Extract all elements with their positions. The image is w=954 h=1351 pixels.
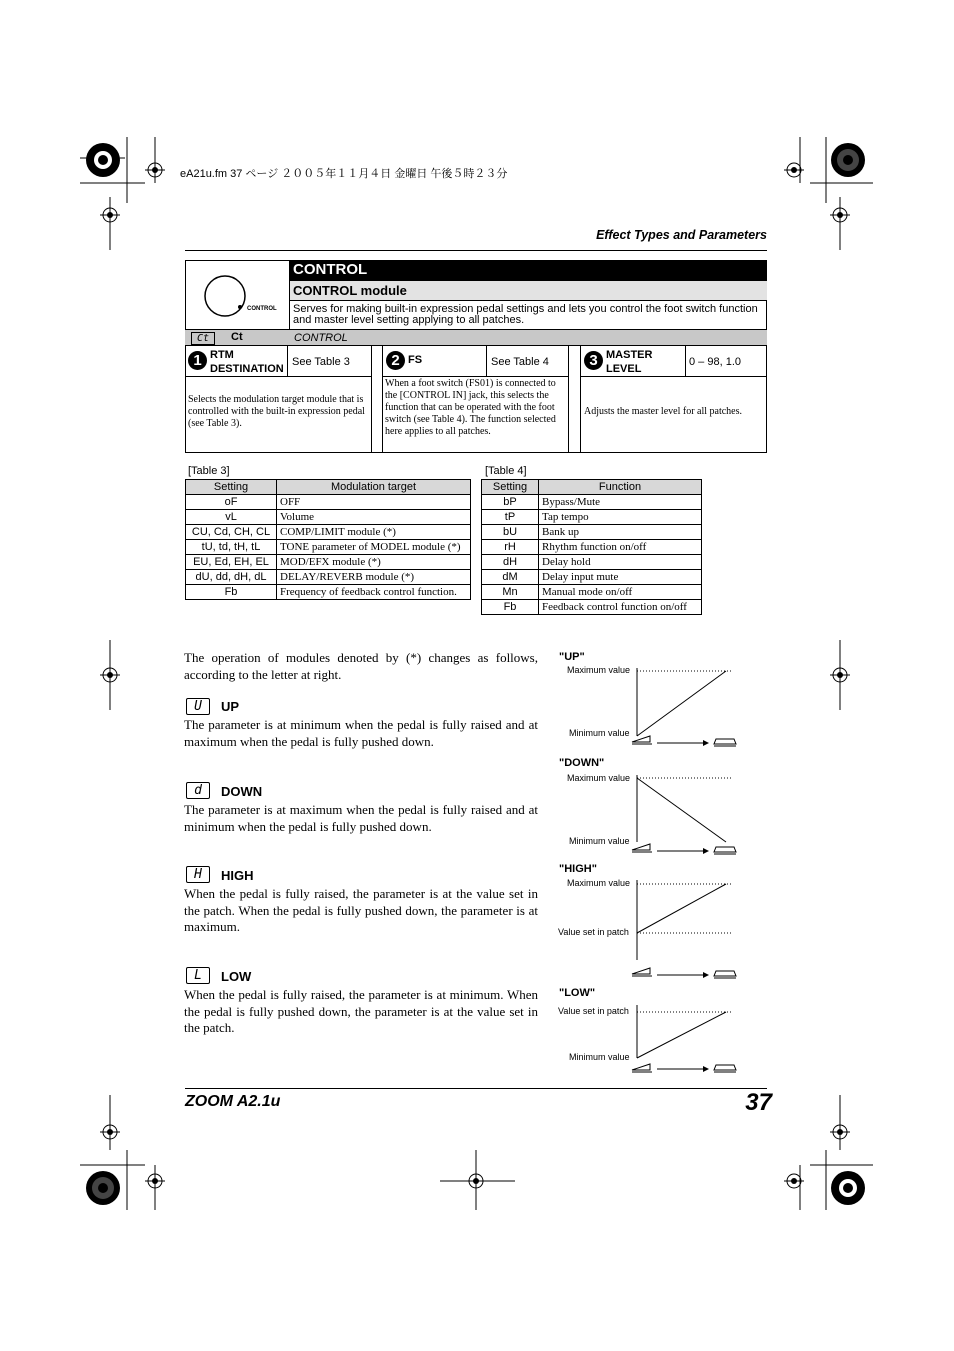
knob-label: CONTROL <box>247 306 277 312</box>
high-display-icon: H <box>186 866 210 883</box>
table3-setting-cell: oF <box>186 495 277 510</box>
footer-rule <box>185 1088 767 1089</box>
table3-row <box>186 570 471 585</box>
down-text: The parameter is at maximum when the pedal is fully raised and at minimum when the pedal is fully pushed down. <box>184 802 538 834</box>
table4-value-cell: Rhythm function on/off <box>539 540 702 555</box>
table3-caption: [Table 3] <box>188 465 230 477</box>
header-rule <box>185 250 767 251</box>
param-2-desc: When a foot switch (FS01) is connected to the [CONTROL IN] jack, this selects the function that can be operated with the foot switch (see Table 4). The function selected here applies to all patches. <box>385 378 556 437</box>
table4-setting-cell: rH <box>482 540 539 555</box>
control-module-box <box>185 260 767 453</box>
type-display: Ct <box>191 332 215 345</box>
page-number: 37 <box>745 1089 772 1116</box>
down-title: DOWN <box>221 784 263 799</box>
pedal-raised-icon <box>632 844 652 852</box>
type-code: Ct <box>231 331 243 343</box>
table4-setting-cell: tP <box>482 510 539 525</box>
table3-setting-cell: dU, dd, dH, dL <box>186 570 277 585</box>
pedal-pushed-icon <box>714 847 736 854</box>
param-3-name: MASTER LEVEL <box>606 349 653 375</box>
table3-value-cell: TONE parameter of MODEL module (*) <box>277 540 471 555</box>
up-display-icon: U <box>186 698 210 715</box>
table3-setting-cell: EU, Ed, EH, EL <box>186 555 277 570</box>
graph-up-title: "UP" <box>559 651 585 663</box>
param-1-name: RTM DESTINATION <box>210 349 284 375</box>
knob-cell <box>185 260 290 330</box>
table4-row <box>482 585 702 600</box>
param-2-number: 2 <box>386 351 405 370</box>
type-row <box>185 329 767 346</box>
param-1-desc: Selects the modulation target module that is controlled with the built-in expression pedal (see Table 3). <box>188 394 365 429</box>
table4-setting-cell: dM <box>482 570 539 585</box>
down-display-icon: d <box>186 782 210 799</box>
table3-value-cell: DELAY/REVERB module (*) <box>277 570 471 585</box>
table4-setting-cell: Mn <box>482 585 539 600</box>
table3-row <box>186 585 471 600</box>
table3-setting-cell: Fb <box>186 585 277 600</box>
low-title: LOW <box>221 969 252 984</box>
table3 <box>185 479 471 600</box>
pedal-raised-icon <box>632 968 652 976</box>
graph-up-top-label: Maximum value <box>567 665 631 675</box>
table4-header-setting: Setting <box>482 480 539 495</box>
pedal-raised-icon <box>632 1064 652 1072</box>
table4-setting-cell: bP <box>482 495 539 510</box>
table4-row <box>482 510 702 525</box>
param-2 <box>382 346 569 453</box>
param-1-number: 1 <box>188 351 207 370</box>
graph-high-top-label: Maximum value <box>567 878 631 888</box>
high-text: When the pedal is fully raised, the parameter is at the value set in the patch. When the pedal is fully pushed down, the parameter is at maximum. <box>184 886 538 934</box>
table3-setting-cell: vL <box>186 510 277 525</box>
table4-value-cell: Feedback control function on/off <box>539 600 702 615</box>
table3-value-cell: Frequency of feedback control function. <box>277 585 471 600</box>
graph-down-top-label: Maximum value <box>567 773 631 783</box>
table3-header-target: Modulation target <box>277 480 471 495</box>
table4-setting-cell: Fb <box>482 600 539 615</box>
graph-low <box>632 1005 736 1072</box>
pedal-graphs <box>550 640 750 1080</box>
product-name: ZOOM A2.1u <box>185 1093 281 1110</box>
graph-up <box>632 668 736 746</box>
table3-setting-cell: tU, td, tH, tL <box>186 540 277 555</box>
table4-row <box>482 600 702 615</box>
table3-value-cell: MOD/EFX module (*) <box>277 555 471 570</box>
table4-caption: [Table 4] <box>485 465 527 477</box>
graph-high-bottom-label: Value set in patch <box>558 927 629 937</box>
param-3-number: 3 <box>584 351 603 370</box>
graph-down-title: "DOWN" <box>559 757 605 769</box>
module-name: CONTROL <box>290 260 767 281</box>
table3-value-cell: Volume <box>277 510 471 525</box>
graph-high-title: "HIGH" <box>559 863 597 875</box>
graph-low-top-label: Value set in patch <box>558 1006 629 1016</box>
table3-row <box>186 555 471 570</box>
section-title: Effect Types and Parameters <box>596 228 767 242</box>
table4-row <box>482 540 702 555</box>
table3-value-cell: COMP/LIMIT module (*) <box>277 525 471 540</box>
type-name: CONTROL <box>294 332 348 344</box>
param-3-range: 0 – 98, 1.0 <box>689 356 741 368</box>
table4-setting-cell: bU <box>482 525 539 540</box>
param-3 <box>580 346 767 453</box>
table3-row <box>186 495 471 510</box>
graph-up-bottom-label: Minimum value <box>569 728 630 738</box>
control-knob-icon <box>185 260 290 330</box>
table4-row <box>482 570 702 585</box>
table4-value-cell: Bypass/Mute <box>539 495 702 510</box>
graph-low-bottom-label: Minimum value <box>569 1052 630 1062</box>
table3-row <box>186 510 471 525</box>
table4-value-cell: Manual mode on/off <box>539 585 702 600</box>
param-2-range: See Table 4 <box>491 356 549 368</box>
table4-value-cell: Tap tempo <box>539 510 702 525</box>
table4-value-cell: Delay input mute <box>539 570 702 585</box>
param-1-range: See Table 3 <box>292 356 350 368</box>
graph-high <box>632 880 736 978</box>
high-title: HIGH <box>221 868 254 883</box>
module-subname: CONTROL module <box>290 281 767 301</box>
low-text: When the pedal is fully raised, the parameter is at minimum. When the pedal is fully pushed down, the parameter is at the value set in the patch. <box>184 987 538 1035</box>
pedal-pushed-icon <box>714 739 736 746</box>
table3-header-setting: Setting <box>186 480 277 495</box>
file-header: eA21u.fm 37 ページ ２００５年１１月４日 金曜日 午後５時２３分 <box>180 168 508 180</box>
table4-row <box>482 555 702 570</box>
table3-row <box>186 540 471 555</box>
table4-setting-cell: dH <box>482 555 539 570</box>
graph-down-bottom-label: Minimum value <box>569 836 630 846</box>
graph-low-title: "LOW" <box>559 987 596 999</box>
table4-header-function: Function <box>539 480 702 495</box>
low-display-icon: L <box>186 967 210 984</box>
intro-text: The operation of modules denoted by (*) changes as follows, according to the letter at right. <box>184 650 538 682</box>
module-description: Serves for making built-in expression pedal settings and lets you control the foot switch function and master level setting applying to all patches. <box>293 303 758 326</box>
pedal-raised-icon <box>632 736 652 744</box>
table3-setting-cell: CU, Cd, CH, CL <box>186 525 277 540</box>
up-title: UP <box>221 699 240 714</box>
table4-row <box>482 525 702 540</box>
pedal-pushed-icon <box>714 1065 736 1072</box>
up-text: The parameter is at minimum when the pedal is fully raised and at maximum when the pedal is fully pushed down. <box>184 717 538 749</box>
param-3-desc: Adjusts the master level for all patches. <box>584 406 743 417</box>
table4-value-cell: Bank up <box>539 525 702 540</box>
table3-value-cell: OFF <box>277 495 471 510</box>
table3-row <box>186 525 471 540</box>
pedal-pushed-icon <box>714 971 736 978</box>
table4 <box>481 479 702 615</box>
graph-down <box>632 775 736 854</box>
table4-value-cell: Delay hold <box>539 555 702 570</box>
param-2-name: FS <box>408 354 423 366</box>
table4-row <box>482 495 702 510</box>
param-1 <box>185 346 372 453</box>
